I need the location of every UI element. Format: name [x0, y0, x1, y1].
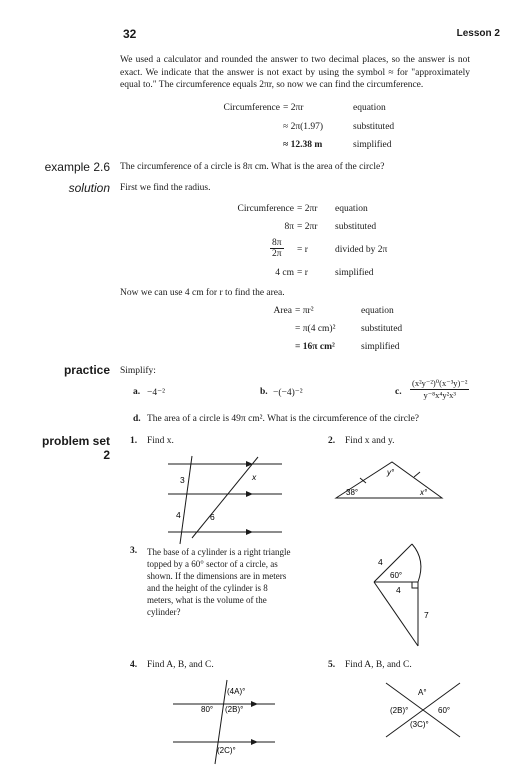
- sol-right-0: = 2πr: [297, 204, 318, 214]
- p5-label-A: A°: [418, 688, 427, 697]
- practice-c-num: (x²y⁻²)⁰(x⁻³y)⁻²: [412, 378, 468, 388]
- solution-label: solution: [68, 181, 110, 195]
- p2-label-x: x°: [420, 488, 428, 497]
- eq1-note-0: equation: [353, 103, 386, 113]
- sol-left-0: Circumference: [237, 204, 294, 214]
- p1-transversal-left: [180, 456, 192, 544]
- practice-c-label: c.: [395, 387, 402, 397]
- sol-note-1: substituted: [335, 222, 377, 232]
- p2-label-y: y°: [387, 468, 395, 477]
- area-right-0: = πr²: [295, 306, 314, 316]
- sol-right-3: = r: [297, 268, 308, 278]
- problem-set-label-line1: problem set: [41, 434, 110, 448]
- p5-label-2B: (2B)°: [390, 706, 409, 715]
- solution-middle: Now we can use 4 cm for r to find the area.: [120, 288, 285, 298]
- p2-figure: [330, 452, 450, 510]
- p1-arrow-top: [246, 461, 253, 467]
- eq1-left-0: Circumference: [223, 103, 280, 113]
- area-right-1: = π(4 cm)²: [295, 324, 336, 334]
- sol-fraction: [270, 238, 284, 259]
- sol-note-0: equation: [335, 204, 368, 214]
- p2-tick-right: [414, 472, 420, 477]
- p4-arrow-top: [251, 701, 258, 707]
- p1-arrow-bottom: [246, 529, 253, 535]
- area-left-0: Area: [273, 306, 292, 316]
- p5-text: Find A, B, and C.: [345, 660, 412, 670]
- p3-line-5: cylinder?: [147, 607, 181, 617]
- p3-line-4: meters, what is the volume of the: [147, 595, 267, 605]
- eq1-note-1: substituted: [353, 122, 395, 132]
- p4-text: Find A, B, and C.: [147, 660, 214, 670]
- p1-label-x: x: [252, 472, 257, 482]
- practice-c-den: y⁻⁸x⁴y²x³: [423, 390, 456, 400]
- p4-figure: [165, 676, 285, 766]
- p3-label-4-inner: 4: [396, 585, 401, 595]
- area-note-2: simplified: [361, 342, 400, 352]
- p4-label-2B: (2B)°: [225, 705, 244, 714]
- practice-intro: Simplify:: [120, 366, 156, 376]
- sol-right-1: = 2πr: [297, 222, 318, 232]
- p4-label-4A: (4A)°: [227, 687, 246, 696]
- p1-figure: [150, 452, 290, 552]
- p4-label-2C: (2C)°: [217, 746, 236, 755]
- sol-note-3: simplified: [335, 268, 374, 278]
- p3-label-4-top: 4: [378, 557, 383, 567]
- p5-label-60: 60°: [438, 706, 451, 715]
- p4-arrow-bottom: [251, 739, 258, 745]
- p5-figure: [378, 675, 468, 750]
- p1-label-3: 3: [180, 475, 185, 485]
- p3-num: 3.: [130, 546, 138, 556]
- example-label: example 2.6: [44, 160, 110, 174]
- p5-num: 5.: [328, 660, 336, 670]
- p4-num: 4.: [130, 660, 138, 670]
- eq1-note-2: simplified: [353, 140, 392, 150]
- eq1-right-2: ≈ 12.38 m: [283, 140, 323, 150]
- sol-frac-num: 8π: [272, 238, 282, 248]
- problem-set-label: [0, 434, 110, 462]
- sol-left-3: 4 cm: [275, 268, 294, 278]
- p3-line-2: shown. If the dimensions are in meters: [147, 571, 287, 581]
- intro-paragraph: We used a calculator and rounded the answer to two decimal places, so the answer is not exact. We indicate that the answer is not exact by using the symbol ≈ for "approximately equal to." The circumference equals 2πr, so now we can find the circumference.: [120, 55, 470, 90]
- p3-figure: [360, 540, 450, 650]
- p3-line-3: and the height of the cylinder is 8: [147, 583, 268, 593]
- practice-a-label: a.: [133, 387, 141, 397]
- p3-line-0: The base of a cylinder is a right triangle: [147, 547, 291, 557]
- p1-text: Find x.: [147, 436, 174, 446]
- practice-b-label: b.: [260, 387, 268, 397]
- p2-num: 2.: [328, 436, 336, 446]
- p1-num: 1.: [130, 436, 138, 446]
- p3-label-60: 60°: [390, 571, 403, 580]
- eq1-right-0: = 2πr: [283, 103, 304, 113]
- practice-c-fraction: [410, 378, 469, 401]
- area-right-2: = 16π cm²: [295, 342, 335, 352]
- p3-right-angle-mark: [412, 582, 418, 588]
- p3-line-1: topped by a 60° sector of a circle, as: [147, 559, 278, 569]
- problem-set-label-line2: 2: [103, 448, 110, 462]
- p1-transversal-right: [192, 457, 258, 538]
- p1-label-4: 4: [176, 510, 181, 520]
- practice-b: −(−4)⁻²: [273, 388, 303, 398]
- lesson-label: Lesson 2: [456, 28, 500, 39]
- p5-label-3C: (3C)°: [410, 720, 429, 729]
- practice-d: The area of a circle is 49π cm². What is the circumference of the circle?: [147, 414, 420, 424]
- p3-text: [147, 546, 290, 618]
- area-note-1: substituted: [361, 324, 403, 334]
- example-text: The circumference of a circle is 8π cm. What is the area of the circle?: [120, 162, 385, 172]
- sol-left-1: 8π: [284, 222, 294, 232]
- sol-frac-den: 2π: [272, 249, 282, 259]
- p3-sector-arc: [412, 544, 421, 582]
- practice-label: practice: [63, 363, 110, 377]
- p3-label-7: 7: [424, 610, 429, 620]
- page-number: 32: [123, 27, 137, 41]
- sol-right-2: = r: [297, 245, 308, 255]
- p2-text: Find x and y.: [345, 436, 395, 446]
- p2-label-38: 38°: [346, 488, 359, 497]
- sol-note-2: divided by 2π: [335, 245, 388, 255]
- p1-label-6: 6: [210, 512, 215, 522]
- practice-d-label: d.: [133, 414, 141, 424]
- p4-label-80: 80°: [201, 705, 214, 714]
- solution-intro: First we find the radius.: [120, 183, 211, 193]
- area-note-0: equation: [361, 306, 394, 316]
- p1-arrow-mid: [246, 491, 253, 497]
- practice-a: −4⁻²: [147, 388, 165, 398]
- eq1-right-1: ≈ 2π(1.97): [283, 122, 324, 132]
